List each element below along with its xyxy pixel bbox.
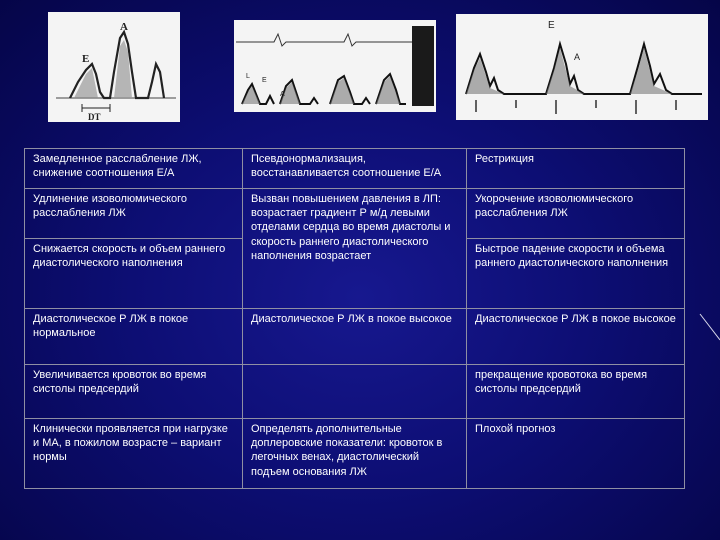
dt-label: DT — [88, 112, 101, 122]
cell-r2-c3: Укорочение изоволюмического расслабления ЛЖ — [467, 189, 685, 239]
table-row — [25, 309, 685, 365]
diastolic-dysfunction-table — [24, 148, 685, 489]
e-wave-label-2: E — [262, 77, 267, 84]
a-wave-label: A — [120, 21, 128, 33]
cell-r4-c3: Диастолическое Р ЛЖ в покое высокое — [467, 309, 685, 365]
doppler-image-impaired-relaxation — [48, 12, 180, 122]
cell-r1-c2: Псевдонормализация, восстанавливается соотношение Е/А — [243, 149, 467, 189]
table-row — [25, 365, 685, 419]
cell-r6-c2: Определять дополнительные доплеровские показатели: кровоток в легочных венах, диастолический подъем основания ЛЖ — [243, 419, 467, 489]
cell-r6-c3: Плохой прогноз — [467, 419, 685, 489]
a-wave-label-3: A — [574, 52, 581, 62]
cell-r2-c2: Вызван повышением давления в ЛП: возрастает градиент Р м/д левыми отделами сердца во время диастолы и скорость раннего диастолического наполнения возрастает — [243, 189, 467, 309]
a-wave-label-2: A — [280, 91, 285, 98]
cell-r4-c2: Диастолическое Р ЛЖ в покое высокое — [243, 309, 467, 365]
cell-r5-c1: Увеличивается кровоток во время систолы предсердий — [25, 365, 243, 419]
cell-r5-c3: прекращение кровотока во время систолы предсердий — [467, 365, 685, 419]
doppler-trace-3 — [456, 14, 708, 120]
doppler-image-pseudonormal — [234, 20, 436, 112]
table-row — [25, 419, 685, 489]
cell-r1-c1: Замедленное расслабление ЛЖ, снижение соотношения Е/А — [25, 149, 243, 189]
l-wave-label: L — [246, 73, 250, 80]
e-wave-label: E — [82, 53, 90, 65]
cell-r2-c1: Удлинение изоволюмического расслабления ЛЖ — [25, 189, 243, 239]
cell-r1-c3: Рестрикция — [467, 149, 685, 189]
decorative-line — [698, 312, 720, 342]
cell-r4-c1: Диастолическое Р ЛЖ в покое нормальное — [25, 309, 243, 365]
doppler-image-restrictive — [456, 14, 708, 120]
doppler-trace-2 — [234, 20, 436, 112]
cell-r6-c1: Клинически проявляется при нагрузке и МА, в пожилом возрасте – вариант нормы — [25, 419, 243, 489]
cell-r3-c3: Быстрое падение скорости и объема раннего диастолического наполнения — [467, 239, 685, 309]
cell-r5-c2 — [243, 365, 467, 419]
table-row — [25, 189, 685, 239]
cell-r3-c1: Снижается скорость и объем раннего диастолического наполнения — [25, 239, 243, 309]
e-wave-label-3: E — [548, 20, 555, 31]
doppler-trace-1 — [48, 12, 180, 122]
table-row — [25, 149, 685, 189]
